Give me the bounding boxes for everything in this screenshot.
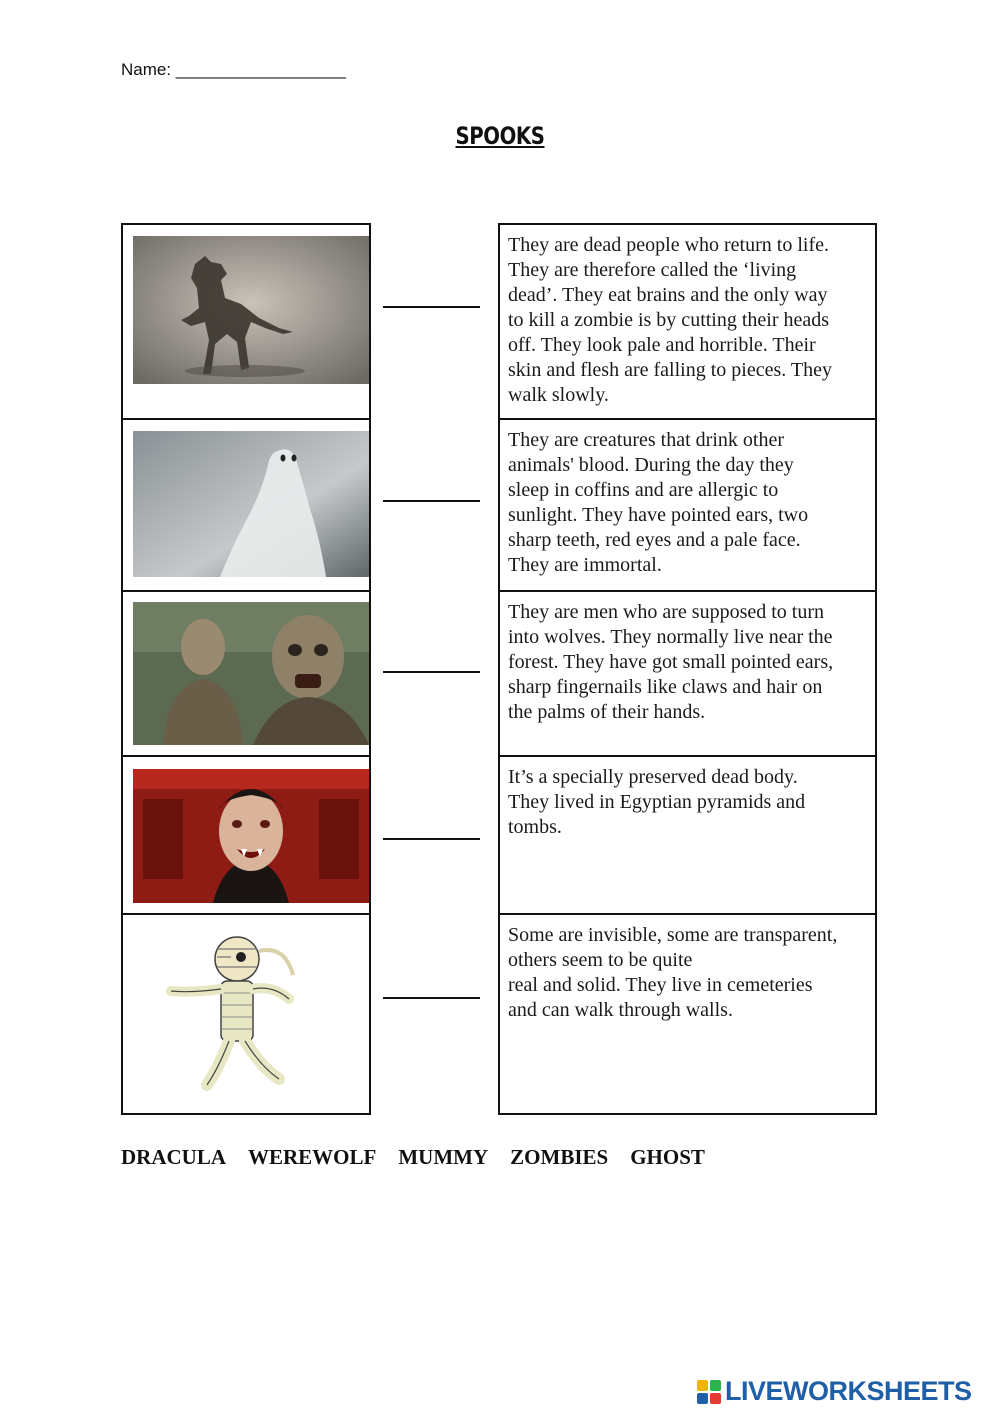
description-text: It’s a specially preserved dead body. They lived in Egyptian pyramids and tombs.	[508, 766, 806, 838]
image-cell	[123, 915, 369, 1113]
werewolf-image	[133, 236, 369, 384]
description-column	[498, 223, 877, 1115]
description-cell	[500, 757, 875, 915]
mummy-image	[133, 927, 369, 1099]
description-cell	[500, 915, 875, 1113]
description-cell	[500, 420, 875, 592]
answer-blank[interactable]	[383, 500, 480, 502]
description-text: They are men who are supposed to turn into wolves. They normally live near the forest. They have got small pointed ears, sharp fingernails like claws and hair on the palms of their hands.	[508, 601, 834, 723]
word-bank-item: ZOMBIES	[510, 1145, 609, 1169]
answer-blank[interactable]	[383, 306, 480, 308]
description-text: Some are invisible, some are transparent, others seem to be quite real and solid. They live in cemeteries and can walk through walls.	[508, 924, 838, 1021]
description-cell	[500, 225, 875, 420]
ghost-image	[133, 431, 369, 577]
description-cell	[500, 592, 875, 757]
logo-icon	[697, 1380, 721, 1404]
logo-text: LIVEWORKSHEETS	[725, 1376, 972, 1406]
image-cell	[123, 225, 369, 420]
answer-blank[interactable]	[383, 997, 480, 999]
name-field-label: Name: __________________	[121, 60, 346, 79]
zombies-image	[133, 602, 369, 745]
image-cell	[123, 592, 369, 757]
word-bank-item: DRACULA	[121, 1145, 226, 1169]
word-bank-item: MUMMY	[398, 1145, 489, 1169]
image-cell	[123, 757, 369, 915]
word-bank	[121, 1145, 705, 1170]
description-text: They are creatures that drink other animals' blood. During the day they sleep in coffins and are allergic to sunlight. They have pointed ears, two sharp teeth, red eyes and a pale face. They are immortal.	[508, 429, 809, 576]
liveworksheets-logo	[697, 1376, 972, 1407]
page-title: SPOOKS	[455, 122, 545, 150]
image-column	[121, 223, 371, 1115]
answer-blank[interactable]	[383, 838, 480, 840]
word-bank-item: WEREWOLF	[248, 1145, 377, 1169]
dracula-image	[133, 769, 369, 903]
word-bank-item: GHOST	[630, 1145, 705, 1169]
description-text: They are dead people who return to life. They are therefore called the ‘living dead’. They eat brains and the only way to kill a zombie is by cutting their heads off. They look pale and horrible. Their skin and flesh are falling to pieces. They walk slowly.	[508, 234, 832, 406]
image-cell	[123, 420, 369, 592]
answer-blank[interactable]	[383, 671, 480, 673]
